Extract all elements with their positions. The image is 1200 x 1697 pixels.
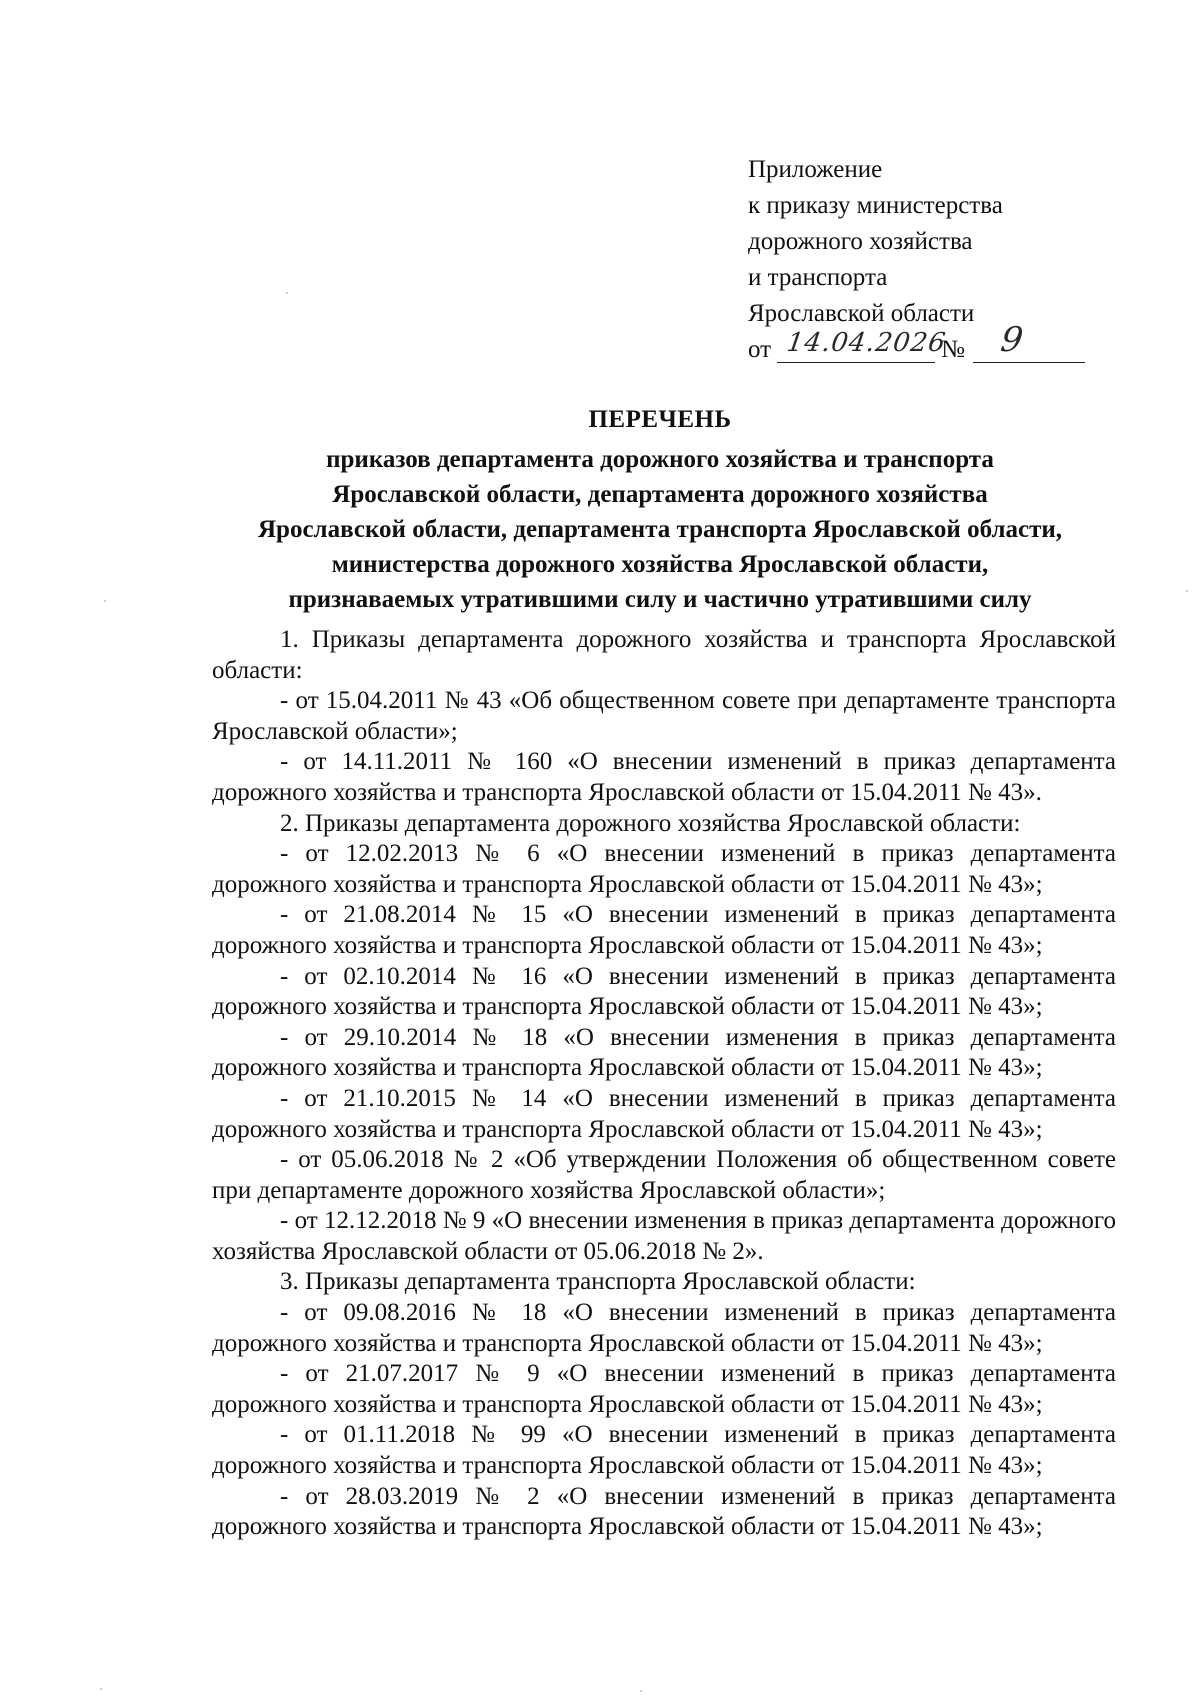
number-label: № [941, 336, 965, 363]
title-line: приказов департамента дорожного хозяйства и транспорта [326, 446, 994, 473]
appendix-header [748, 152, 1085, 368]
list-item: - от 21.10.2015 № 14 «О внесении изменений в приказ департамента дорожного хозяйства и транспорта Ярославской области от 15.04.2011 № 43»; [212, 1084, 1116, 1143]
date-field [777, 328, 949, 363]
section-heading: 1. Приказы департамента дорожного хозяйства и транспорта Ярославской области: [212, 626, 1116, 684]
document-title [150, 402, 1170, 617]
appendix-line: Ярославской области [748, 300, 975, 327]
scan-speck [1186, 590, 1188, 592]
scan-speck [104, 600, 106, 602]
scan-speck [286, 292, 288, 294]
document-body [212, 625, 1116, 1543]
handwritten-number: 9 [998, 320, 1027, 360]
list-item: - от 12.12.2018 № 9 «О внесении изменения в приказ департамента дорожного хозяйства Ярославской области от 05.06.2018 № 2». [212, 1207, 1116, 1265]
section-heading: 3. Приказы департамента транспорта Ярославской области: [280, 1268, 916, 1296]
scan-speck [100, 1688, 102, 1690]
appendix-line: Приложение [748, 156, 883, 183]
list-item: - от 02.10.2014 № 16 «О внесении изменений в приказ департамента дорожного хозяйства и транспорта Ярославской области от 15.04.2011 № 43»; [212, 962, 1116, 1021]
appendix-date-line [748, 320, 1085, 368]
title-main: ПЕРЕЧЕНЬ [588, 406, 732, 433]
list-item: - от 09.08.2016 № 18 «О внесении изменений в приказ департамента дорожного хозяйства и транспорта Ярославской области от 15.04.2011 № 43»; [212, 1299, 1116, 1357]
list-item: - от 29.10.2014 № 18 «О внесении изменения в приказ департамента дорожного хозяйства и транспорта Ярославской области от 15.04.2011 № 43»; [212, 1023, 1116, 1082]
appendix-line: к приказу министерства [748, 192, 1003, 219]
appendix-line: дорожного хозяйства [748, 228, 973, 255]
list-item: - от 28.03.2019 № 2 «О внесении изменений в приказ департамента дорожного хозяйства и транспорта Ярославской области от 15.04.2011 № 43»; [212, 1482, 1116, 1541]
title-line: Ярославской области, департамента дорожного хозяйства [332, 481, 988, 508]
list-item: - от 01.11.2018 № 99 «О внесении изменений в приказ департамента дорожного хозяйства и транспорта Ярославской области от 15.04.2011 № 43»; [212, 1421, 1116, 1480]
list-item: - от 12.02.2013 № 6 «О внесении изменений в приказ департамента дорожного хозяйства и транспорта Ярославской области от 15.04.2011 № 43»; [212, 840, 1116, 898]
date-prefix: от [748, 336, 772, 363]
title-line: признаваемых утратившими силу и частично утратившими силу [288, 586, 1032, 613]
title-line: министерства дорожного хозяйства Ярославской области, [331, 551, 989, 578]
scan-speck [640, 1690, 642, 1692]
number-field [973, 320, 1085, 363]
handwritten-date: 14.04.2026 [785, 328, 949, 358]
appendix-line: и транспорта [748, 264, 888, 291]
list-item: - от 21.07.2017 № 9 «О внесении изменений в приказ департамента дорожного хозяйства и транспорта Ярославской области от 15.04.2011 № 43»; [212, 1360, 1116, 1418]
list-item: - от 14.11.2011 № 160 «О внесении изменений в приказ департамента дорожного хозяйства и транспорта Ярославской области от 15.04.2011 № 43». [212, 748, 1116, 806]
list-item: - от 15.04.2011 № 43 «Об общественном совете при департаменте транспорта Ярославской области»; [212, 687, 1116, 745]
section-heading: 2. Приказы департамента дорожного хозяйства Ярославской области: [280, 809, 1021, 837]
list-item: - от 21.08.2014 № 15 «О внесении изменений в приказ департамента дорожного хозяйства и транспорта Ярославской области от 15.04.2011 № 43»; [212, 901, 1116, 959]
title-line: Ярославской области, департамента транспорта Ярославской области, [257, 516, 1063, 543]
list-item: - от 05.06.2018 № 2 «Об утверждении Положения об общественном совете при департаменте дорожного хозяйства Ярославской области»; [212, 1146, 1116, 1204]
